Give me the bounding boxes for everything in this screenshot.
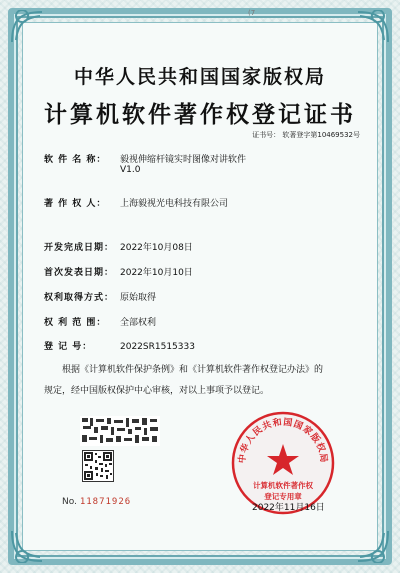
software-name-label: 软 件 名 称： bbox=[44, 155, 107, 165]
dev-date-row bbox=[44, 240, 193, 253]
scope-row bbox=[44, 315, 156, 328]
serial-label: No. bbox=[62, 497, 77, 507]
legal-paragraph bbox=[44, 360, 364, 402]
certificate-number: 证书号： 软著登字第10469532号 bbox=[252, 131, 360, 139]
corner-ornament-icon bbox=[356, 529, 390, 563]
owner-label: 著 作 权 人： bbox=[44, 199, 107, 209]
scope-label: 权 利 范 围： bbox=[44, 318, 107, 328]
registration-row bbox=[44, 339, 195, 352]
owner-value: 上海毅视光电科技有限公司 bbox=[120, 199, 229, 209]
pub-date-row bbox=[44, 265, 193, 278]
corner-ornament-icon bbox=[356, 10, 390, 44]
pub-date-label: 首次发表日期： bbox=[44, 268, 115, 278]
corner-ornament-icon bbox=[10, 10, 44, 44]
software-name-value: 毅视伸缩杆镜实时图像对讲软件 bbox=[120, 155, 247, 165]
acquisition-row bbox=[44, 290, 156, 303]
legal-paragraph-line1: 根据《计算机软件保护条例》和《计算机软件著作权登记办法》的 bbox=[62, 365, 324, 375]
acquisition-value: 原始取得 bbox=[120, 293, 157, 303]
qr-code-icon bbox=[82, 450, 114, 482]
issue-date: 2022年11月16日 bbox=[252, 503, 325, 513]
acquisition-label: 权利取得方式： bbox=[44, 293, 115, 303]
legal-paragraph-line2: 规定，经中国版权保护中心审核，对以上事项予以登记。 bbox=[44, 386, 270, 396]
corner-ornament-icon bbox=[10, 529, 44, 563]
top-note: (7 bbox=[248, 9, 256, 17]
software-name-row bbox=[44, 152, 246, 165]
certificate-title: 计算机软件著作权登记证书 bbox=[44, 101, 356, 128]
pub-date-value: 2022年10月10日 bbox=[120, 268, 193, 278]
serial-value: 11871926 bbox=[79, 497, 132, 507]
issuer-title: 中华人民共和国国家版权局 bbox=[73, 66, 326, 88]
dev-date-value: 2022年10月08日 bbox=[120, 243, 193, 253]
software-version: V1.0 bbox=[120, 165, 141, 175]
seal-inner-line2: 登记专用章 bbox=[264, 492, 302, 501]
dev-date-label: 开发完成日期： bbox=[44, 243, 115, 253]
seal-outer-text: 中华人民共和国国家版权局 bbox=[237, 417, 329, 464]
registration-value: 2022SR1515333 bbox=[120, 342, 195, 352]
registration-label: 登 记 号： bbox=[44, 342, 93, 352]
serial-number bbox=[62, 497, 131, 507]
scope-value: 全部权利 bbox=[120, 318, 157, 328]
owner-row bbox=[44, 196, 228, 209]
pattern-code-icon bbox=[80, 416, 160, 446]
seal-inner-line1: 计算机软件著作权 bbox=[253, 481, 313, 490]
